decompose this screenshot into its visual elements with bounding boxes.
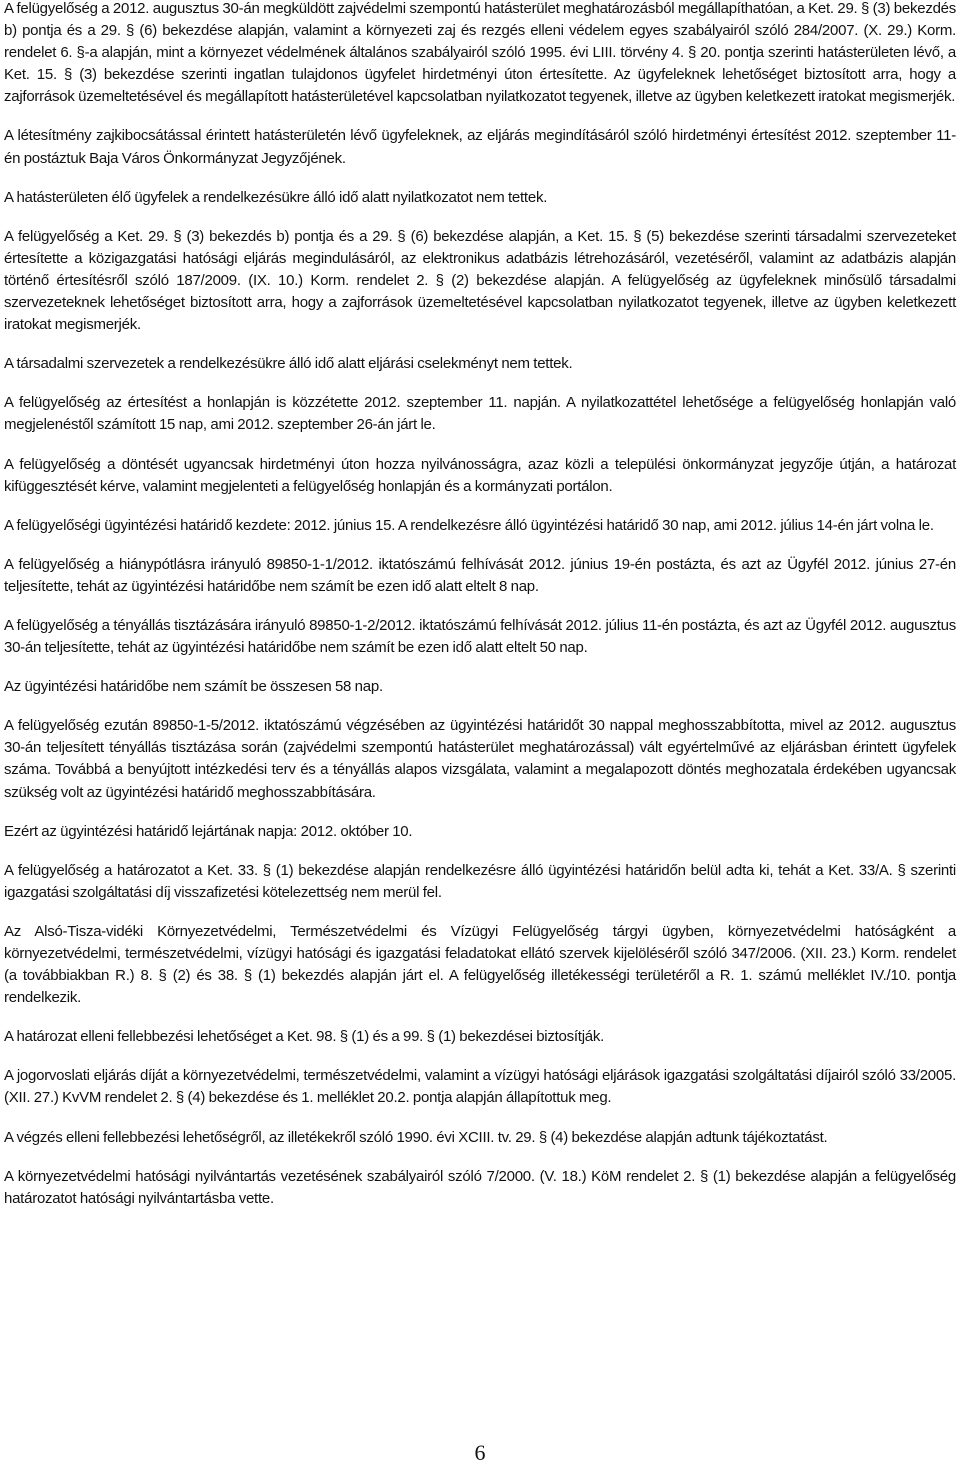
paragraph-website-publication: A felügyelőség az értesítést a honlapján is közzétette 2012. szeptember 11. napján. A nyilatkozattétel lehetősége a felügyelőség honlapján való megjelenéstől számított 15 nap, ami 2012. szeptember 26-án járt le. [4, 394, 956, 434]
paragraph-appeal-fee: A jogorvoslati eljárás díját a környezetvédelmi, természetvédelmi, valamint a vízügyi hatósági eljárások igazgatási szolgáltatási díjairól szóló 33/2005. (XII. 27.) KvVM rendelet 2. § (4) bekezdése és 1. melléklet 20.2. pontja alapján állapítottuk meg. [4, 1067, 956, 1107]
paragraph-order-appeal: A végzés elleni fellebbezési lehetőségről, az illetékekről szóló 1990. évi XCIII. tv. 29. § (4) bekezdése alapján adtunk tájékoztatást. [4, 1128, 828, 1146]
paragraph-notice-posted: A létesítmény zajkibocsátással érintett hatásterületén lévő ügyfeleknek, az eljárás megindításáról szóló hirdetményi értesítést 2012. szeptember 11-én postáztuk Baja Város Önkormányzat Jegyzőjének. [4, 127, 956, 167]
paragraph-deadline-expiry: Ezért az ügyintézési határidő lejártának napja: 2012. október 10. [4, 822, 413, 840]
paragraph-notice-affected-parties: A felügyelőség a 2012. augusztus 30-án megküldött zajvédelmi szempontú hatásterület meghatározásból megállapíthatóan, a Ket. 29. § (3) bekezdés b) pontja és a 29. § (6) bekezdése alapján, valamint a környezeti zaj és rezgés elleni védelem egyes szabályairól szóló 284/2007. (X. 29.) Korm. rendelet 6. §-a alapján, mint a környezet védelmének általános szabályairól szóló 1995. évi LIII. törvény 4. § 20. pontja szerinti hatásterületen lévő, a Ket. 15. § (3) bekezdése szerinti ingatlan tulajdonos ügyfelet hirdetményi úton értesítette. Az ügyfeleknek lehetőséget biztosított arra, hogy a zajforrások üzemeltetésével és megállapított hatásterületével kapcsolatban nyilatkozatot tegyenek, illetve az ügyben keletkezett iratokat megismerjék. [4, 0, 956, 106]
paragraph-registry: A környezetvédelmi hatósági nyilvántartás vezetésének szabályairól szóló 7/2000. (V. 18.) KöM rendelet 2. § (1) bekezdése alapján a felügyelőség határozatot hatósági nyilvántartásba vette. [4, 1167, 956, 1207]
paragraph-civil-organizations: A felügyelőség a Ket. 29. § (3) bekezdés b) pontja és a 29. § (6) bekezdése alapján, a Ket. 15. § (5) bekezdése szerinti társadalmi szervezeteket értesítette a közigazgatási hatósági eljárás megindulásáról, az elektronikus adatbázis létrehozásáról, vezetéséről, valamint az adatbázis alapján történő értesítésről szóló 187/2009. (IX. 10.) Korm. rendelet 2. § (2) bekezdése alapján. A felügyelőség az ügyfeleknek minősülő társadalmi szervezeteknek lehetőséget biztosított arra, hogy a zajforrások üzemeltetésével kapcsolatban nyilatkozatot tegyenek, illetve az ügyben keletkezett iratokat megismerjék. [4, 227, 956, 334]
paragraph-decision-publication: A felügyelőség a döntését ugyancsak hirdetményi úton hozza nyilvánosságra, azaz közli a települési önkormányzat jegyzője útján, a határozat kifüggesztését kérve, valamint megjelenteti a felügyelőség honlapján és a kormányzati portálon. [4, 455, 956, 495]
paragraph-excluded-days: Az ügyintézési határidőbe nem számít be összesen 58 nap. [4, 678, 383, 696]
paragraph-no-statements: A hatásterületen élő ügyfelek a rendelkezésükre álló idő alatt nyilatkozatot nem tettek. [4, 188, 548, 206]
paragraph-deadline-extension: A felügyelőség ezután 89850-1-5/2012. iktatószámú végzésében az ügyintézési határidőt 30 nappal meghosszabbította, mivel az 2012. augusztus 30-án teljesített tényállás tisztázása során (zajvédelmi szempontú hatásterület meghatározással) vált egyértelművé az eljárásban érintett ügyfelek száma. Továbbá a benyújtott intézkedési terv és a tényállás alapos vizsgálata, valamint a megalapozott döntés meghozatala érdekében ugyancsak szükség volt az ügyintézési határidő meghosszabbítására. [4, 717, 956, 801]
paragraph-civil-no-action: A társadalmi szervezetek a rendelkezésükre álló idő alatt eljárási cselekményt nem tettek. [4, 355, 573, 373]
paragraph-deadline-start: A felügyelőségi ügyintézési határidő kezdete: 2012. június 15. A rendelkezésre álló ügyintézési határidő 30 nap, ami 2012. július 14-én járt volna le. [4, 516, 934, 534]
document-body [4, 0, 956, 1227]
paragraph-deficiency-request: A felügyelőség a hiánypótlásra irányuló 89850-1-1/2012. iktatószámú felhívását 2012. június 19-én postázta, és azt az Ügyfél 2012. június 27-én teljesítette, tehát az ügyintézési határidőbe nem számít be ezen idő alatt eltelt 8 nap. [4, 555, 956, 595]
paragraph-competence: Az Alsó-Tisza-vidéki Környezetvédelmi, Természetvédelmi és Vízügyi Felügyelőség tárgyi ügyben, környezetvédelmi hatóságként a környezetvédelmi, természetvédelmi, vízügyi hatósági és igazgatási feladatokat ellátó szervek kijelöléséről szóló 347/2006. (XII. 23.) Korm. rendelet (a továbbiakban R.) 8. § (2) és 38. § (1) bekezdés alapján járt el. A felügyelőség illetékességi területéről a R. 1. számú melléklet IV./10. pontja rendelkezik. [4, 922, 956, 1007]
paragraph-appeal-right: A határozat elleni fellebbezési lehetőséget a Ket. 98. § (1) és a 99. § (1) bekezdései biztosítják. [4, 1028, 605, 1046]
page-number: 6 [474, 1440, 486, 1465]
paragraph-fact-clarification: A felügyelőség a tényállás tisztázására irányuló 89850-1-2/2012. iktatószámú felhívását 2012. július 11-én postázta, és azt az Ügyfél 2012. augusztus 30-án teljesítette, tehát az ügyintézési határidőbe nem számít be ezen idő alatt eltelt 50 nap. [4, 616, 956, 657]
paragraph-fee-refund: A felügyelőség a határozatot a Ket. 33. § (1) bekezdése alapján rendelkezésre álló ügyintézési határidőn belül adta ki, tehát a Ket. 33/A. § szerinti igazgatási szolgáltatási díj visszafizetési kötelezettség nem merül fel. [4, 861, 956, 901]
